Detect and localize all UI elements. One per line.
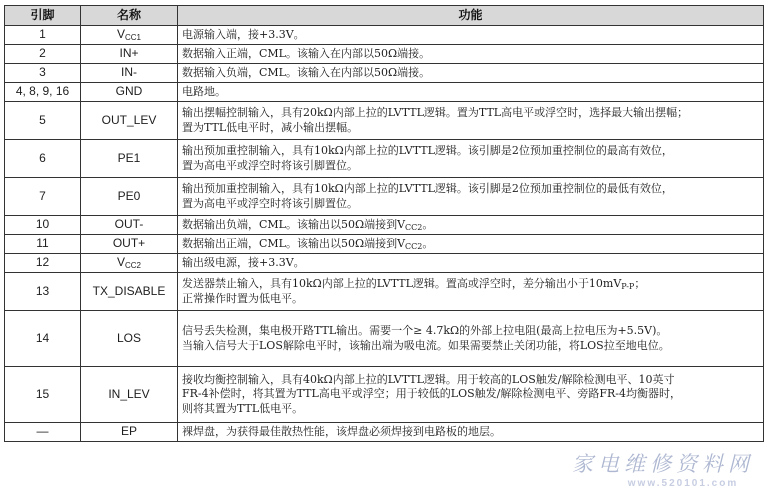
function-line [182,425,759,439]
function-text: 则将其置为TTL低电平。 [182,401,304,415]
function-line [182,121,759,135]
function-line [182,373,759,387]
function-text: 电源输入端，接+3.3V。 [182,27,305,41]
pin-function-cell [178,83,764,102]
pin-function-cell [178,64,764,83]
function-text: 正常操作时置为低电平。 [182,291,303,305]
table-row [5,254,764,273]
pin-name: OUT- [114,217,144,232]
function-tail: 。 [422,236,434,250]
pin-name: GND [115,84,143,99]
pin-number-cell [5,64,81,83]
table-row [5,83,764,102]
pin-name: PE0 [117,188,141,203]
pin-number: 10 [35,217,50,232]
pin-function-cell [178,102,764,140]
pin-number: 6 [39,150,46,165]
table-body [5,26,764,442]
table-row [5,423,764,442]
function-line [182,182,759,196]
function-text: 置为高电平或浮空时将该引脚置位。 [182,196,358,210]
pin-number: 15 [35,386,50,401]
pin-name-cell [81,311,178,367]
function-line [182,144,759,158]
pin-name-cell [81,254,178,273]
pin-name: IN+ [119,46,139,61]
function-text: 裸焊盘，为获得最佳散热性能，该焊盘必须焊接到电路板的地层。 [182,424,501,438]
pin-number: 13 [35,283,50,298]
pin-number: 3 [39,65,46,80]
function-text: 输出级电源，接+3.3V。 [182,255,305,269]
function-text: 置为TTL低电平时，减小输出摆幅。 [182,120,359,134]
function-text: 数据输出正端，CML。该输出以50Ω端接到V [182,236,406,250]
table-row [5,64,764,83]
pin-function-cell [178,216,764,235]
pin-function-cell [178,367,764,423]
function-text: 接收均衡控制输入，具有40kΩ内部上拉的LVTTL逻辑。用于较高的LOS触发/解除检测电平、10英寸 [182,373,675,387]
pin-number: 11 [36,236,49,251]
function-line [182,28,759,42]
pin-number-cell [5,311,81,367]
function-line [182,237,759,251]
pin-number-cell [5,83,81,102]
pin-name-cell [81,178,178,216]
pin-name: IN- [121,65,137,80]
function-line [182,85,759,99]
pin-number-cell [5,178,81,216]
pin-function-cell [178,26,764,45]
table-header-row [5,6,764,26]
function-text: 信号丢失检测，集电极开路TTL输出。需要一个≥ 4.7kΩ的外部上拉电阻(最高上拉电压为+5.5V)。 [182,324,668,338]
pin-name-subscript: CC2 [125,261,142,271]
pin-function-cell [178,423,764,442]
function-line [182,106,759,120]
function-text: 数据输入正端，CML。该输入在内部以50Ω端接。 [182,46,431,60]
function-text: 输出摆幅控制输入，具有20kΩ内部上拉的LVTTL逻辑。置为TTL高电平或浮空时，选择最大输出摆幅； [182,106,689,120]
function-subscript: CC2 [405,222,423,232]
table-row [5,235,764,254]
watermark-text: 家电维修资料网 [572,452,754,476]
table-row [5,367,764,423]
pin-function-cell [178,140,764,178]
function-text: 电路地。 [182,84,226,98]
function-text: 置为高电平或浮空时将该引脚置位。 [182,158,358,172]
header-pin: 引脚 [5,6,81,26]
pin-name-cell [81,26,178,45]
function-text: 数据输出负端，CML。该输出以50Ω端接到V [182,217,406,231]
header-name: 名称 [81,6,178,26]
function-text: 输出预加重控制输入，具有10kΩ内部上拉的LVTTL逻辑。该引脚是2位预加重控制位的最高有效位， [182,144,673,158]
pin-name: LOS [116,330,141,345]
pin-name-cell [81,83,178,102]
pin-name-subscript: CC1 [125,33,142,43]
pin-number-cell [5,45,81,64]
function-subscript: CC2 [405,241,423,251]
pin-name-cell [81,235,178,254]
pin-function-cell [178,235,764,254]
table-row [5,311,764,367]
pin-number: 4, 8, 9, 16 [15,84,70,99]
pin-number-cell [5,423,81,442]
pin-name: OUT_LEV [101,112,157,127]
pin-number-cell [5,140,81,178]
watermark-url: www.520101.com [627,478,739,489]
function-text: 输出预加重控制输入，具有10kΩ内部上拉的LVTTL逻辑。该引脚是2位预加重控制位的最低有效位， [182,182,673,196]
pin-name-cell [81,216,178,235]
pin-name-cell [81,423,178,442]
pin-name: EP [120,424,137,439]
pin-function-cell [178,178,764,216]
function-text: 发送器禁止输入，具有10kΩ内部上拉的LVTTL逻辑。置高或浮空时，差分输出小于10mV [182,277,622,291]
function-line [182,339,759,353]
pin-name-cell [81,367,178,423]
function-line [182,256,759,270]
pin-function-table [4,5,764,442]
pin-number: — [36,424,49,439]
pin-name: TX_DISABLE [92,283,166,298]
pin-number-cell [5,367,81,423]
table-row [5,216,764,235]
header-function: 功能 [178,6,764,26]
table-row [5,140,764,178]
function-text: FR-4补偿时，将其置为TTL高电平或浮空；用于较低的LOS触发/解除检测电平、旁路FR-4均衡器时， [182,387,682,401]
table-row [5,273,764,311]
pin-name-cell [81,45,178,64]
pin-number-cell [5,254,81,273]
pin-name: IN_LEV [108,386,150,401]
function-line [182,277,759,291]
pin-number: 12 [35,255,50,270]
pin-number: 7 [39,188,46,203]
pin-name-cell [81,102,178,140]
table-row [5,26,764,45]
function-line [182,402,759,416]
function-line [182,387,759,401]
table-row [5,178,764,216]
function-line [182,159,759,173]
function-text: 当输入信号大于LOS解除电平时，该输出端为吸电流。如果需要禁止关闭功能，将LOS拉至地电位。 [182,338,670,352]
pin-number-cell [5,235,81,254]
pin-number-cell [5,26,81,45]
pin-name-cell [81,140,178,178]
function-tail: 。 [422,217,434,231]
function-line [182,292,759,306]
pin-number-cell [5,102,81,140]
pin-number: 5 [39,112,46,127]
pin-name-cell [81,64,178,83]
function-line [182,218,759,232]
pin-name: V [116,255,125,270]
pin-name: OUT+ [112,236,146,251]
pin-number: 2 [39,46,46,61]
pin-name: PE1 [117,150,141,165]
pin-number: 14 [35,330,50,345]
pin-function-cell [178,273,764,311]
function-text: 数据输入负端，CML。该输入在内部以50Ω端接。 [182,65,431,79]
pin-number: 1 [39,27,46,42]
pin-number-cell [5,273,81,311]
function-tail: ； [634,277,646,291]
pin-function-cell [178,45,764,64]
function-line [182,197,759,211]
function-line [182,66,759,80]
table-row [5,102,764,140]
function-subscript: P-P [621,282,635,292]
pin-function-cell [178,254,764,273]
function-line [182,324,759,338]
function-line [182,47,759,61]
pin-name: V [116,27,125,42]
pin-name-cell [81,273,178,311]
table-row [5,45,764,64]
pin-number-cell [5,216,81,235]
pin-function-cell [178,311,764,367]
